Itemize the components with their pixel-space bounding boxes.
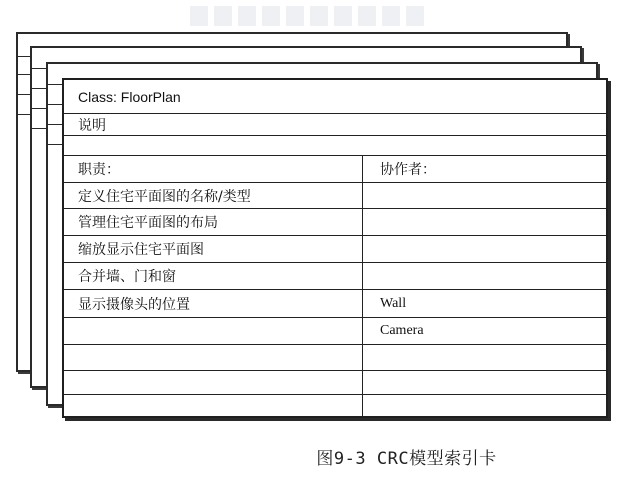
table-row xyxy=(64,263,606,290)
table-row xyxy=(64,183,606,209)
responsibility-cell: 合并墙、门和窗 xyxy=(78,269,176,285)
collaborators-header: 协作者： xyxy=(380,162,436,178)
collaborator-cell: Camera xyxy=(380,323,424,338)
header-row xyxy=(64,156,606,183)
table-row xyxy=(64,371,606,395)
responsibility-cell xyxy=(64,395,362,416)
responsibility-cell xyxy=(64,318,362,344)
collaborator-cell xyxy=(364,183,606,208)
collaborator-cell xyxy=(364,263,606,289)
class-name-label: Class: FloorPlan xyxy=(78,88,181,105)
collaborator-cell xyxy=(364,395,606,416)
class-name-row xyxy=(64,80,606,114)
watermark xyxy=(190,6,430,26)
responsibility-cell xyxy=(64,371,362,394)
responsibility-cell xyxy=(64,345,362,370)
figure-caption: 图9-3 CRC模型索引卡 xyxy=(316,449,497,469)
table-row xyxy=(64,395,606,416)
table-row xyxy=(64,290,606,318)
responsibility-cell: 定义住宅平面图的名称/类型 xyxy=(78,188,251,205)
collaborator-cell xyxy=(364,345,606,370)
responsibility-cell: 显示摄像头的位置 xyxy=(78,296,190,313)
table-row xyxy=(64,345,606,371)
crc-card xyxy=(62,78,608,418)
responsibilities-header: 职责： xyxy=(78,162,120,178)
description-label: 说明 xyxy=(78,117,106,134)
collaborator-cell xyxy=(364,371,606,394)
description-row xyxy=(64,114,606,136)
responsibility-cell: 管理住宅平面图的布局 xyxy=(78,215,218,231)
spacer-row xyxy=(64,136,606,156)
column-divider xyxy=(362,156,363,416)
collaborator-cell xyxy=(364,209,606,235)
collaborator-cell: Wall xyxy=(380,295,407,311)
collaborator-cell xyxy=(364,236,606,262)
responsibility-cell: 缩放显示住宅平面图 xyxy=(78,242,204,258)
table-row xyxy=(64,209,606,236)
table-row xyxy=(64,318,606,345)
table-row xyxy=(64,236,606,263)
